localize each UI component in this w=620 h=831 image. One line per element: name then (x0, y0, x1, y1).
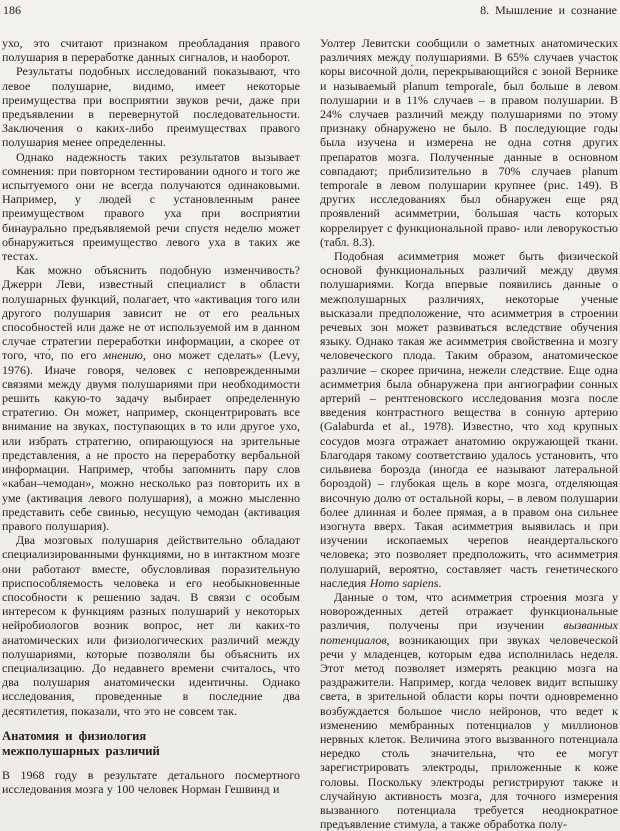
page-header (3, 3, 617, 17)
paragraph (2, 150, 300, 264)
text-segment: Данные о том, что асимметрия строения мозга у новорожденных детей отражает функциональные различия, получены при изучении (320, 589, 618, 633)
paragraph (2, 36, 300, 64)
text-segment: Подобная асимметрия может быть физической основой функциональных различий между двумя полушариями. Когда впервые появились данные о межполушарных различиях, некоторые ученые высказали предположение, что асимметрия в строении речевых зон может развиваться вследствие обучения языку. Однако такая же асимметрия свойственна и мозгу человеческого плода. Таким образом, анатомическое различие – скорее причина, нежели следствие. Еще одна асимметрия была обнаружена при ангиографии сонных артерий – рентгеновского исследования мозга после введения контрастного вещества в сонную артерию (Galaburda et al., 1978). Известно, что ход крупных сосудов мозга отражает анатомию окружающей ткани. Благодаря такому соответствию удалось установить, что сильвиева борозда (иногда ее называют латеральной бороздой) – глубокая щель в коре мозга, отделяющая височную долю от остальной коры, – в левом полушарии более длинная и более прямая, а в правом она сильнее изогнута вверх. Такая асимметрия выявилась и при изучении ископаемых черепов неандертальского человека; это позволяет предположить, что асимметрия полушарий, вероятно, составляет часть генетического наследия (320, 249, 618, 590)
text-segment: . (438, 575, 442, 590)
text-segment: межполушарных различий (2, 744, 160, 759)
paragraph (2, 263, 300, 533)
paragraph (2, 533, 300, 718)
text-segment: В 1968 году в результате детального посмертного исследования мозга у 100 человек Норман Гешвинд и (2, 767, 300, 796)
page-number: 186 (3, 3, 21, 17)
running-head: 8. Мышление и сознание (480, 3, 617, 17)
text-segment: Результаты подобных исследований показывают, что левое полушарие, видимо, имеет некоторые преимущества при восприятии звуков речи, даже при предъявлении в перевернутой последовательности. Заключения о каких-либо преимуществах правого полушария менее определенны. (2, 64, 300, 150)
paragraph (320, 36, 618, 249)
text-segment: Как можно объяснить подобную изменчивость? Джерри Леви, известный специалист в области полушарных функций, полагает, что «активация того или другого полушария зависит не от его реальных способностей или даже не от используемой им в данном случае стратегии переработки информации, а скорее от того, что́, по его (2, 263, 300, 363)
right-column (320, 36, 618, 831)
text-columns (2, 36, 618, 831)
text-segment: Два мозговых полушария действительно обладают специализированными функциями, но в интактном мозге они работают вместе, обусловливая поразительную приспособляемость человека и его необыкновенные способности к решению задач. В связи с особым интересом к функциям разных полушарий у некоторых нейробиологов возник вопрос, нет ли каких-то анатомических или физиологических различий между полушариями, которые позволяли бы объяснить их специализацию. До недавнего времени считалось, что два полушария анатомически идентичны. Однако исследования, проведенные в последние два десятилетия, показали, что это не совсем так. (2, 533, 300, 718)
text-segment: , оно может сделать» (Levy, 1976). Иначе говоря, человек с неповрежденными связями между двумя полушариями при необходимости решить какую-то задачу выбирает определенную стратегию. Он может, например, сконцентрировать все внимание на звуках, поступающих в то или другое ухо, или избрать стратегию, опирающуюся на зрительные представления, а не просто на переработку вербальной информации. Например, чтобы запомнить пару слов «кабан–чемодан», можно несколько раз повторить их в уме (активация левого полушария), а можно мысленно представить себе свинью, несущую чемодан (активация правого полушария). (2, 348, 300, 533)
paragraph (2, 64, 300, 149)
paragraph (320, 249, 618, 590)
italic-text: вызванных потенциалов (320, 618, 618, 647)
text-segment: Уолтер Левитски сообщили о заметных анатомических различиях между полушариями. В 65% случаев участок коры височной до́ли, перекрывающийся с зоной Вернике и называемый planum temporale, был больше в левом полушарии и в 11% случаев – в правом полушарии. В 24% случаев различий между полушариями по этому признаку обнаружено не было. В последующие годы была изучена и измерена не одна сотня других препаратов мозга. Полученные данные в основном совпадают; приблизительно в 70% случаев planum temporale в левом полушарии крупнее (рис. 149). В других исследованиях был обнаружен еще ряд проявлений асимметрии, большая часть которых коррелирует с функциональной право- или леворукостью (табл. 8.3). (320, 36, 618, 249)
italic-text: Homo sapiens (369, 575, 439, 590)
paragraph (320, 590, 618, 831)
section-heading (2, 729, 300, 760)
text-segment: Однако надежность таких результатов вызывает сомнения: при повторном тестировании одного и того же испытуемого они не всегда получаются одинаковыми. Например, у людей с установленным ранее преимуществом правого уха при восприятии бинаурально предъявляемой речи спустя неделю может обнаружиться преимущество левого уха в таких же тестах. (2, 149, 300, 264)
text-segment: , возникающих при звуках человеческой речи у младенцев, которым едва исполнилась неделя. Этот метод позволяет измерять реакцию мозга на раздражители. Например, когда человек видит вспышку света, в зрительной области коры почти одновременно возбуждается большое число нейронов, что ведет к изменению мембранных потенциалов у миллионов нервных клеток. Величина этого вызванного потенциала нередко столь значительна, что ее могут зарегистрировать электроды, приложенные к коже головы. Поскольку электроды регистрируют также и случайную активность мозга, для точного измерения вызванного потенциала требуется неоднократное предъявление стимула, а также обработка полу- (320, 632, 618, 831)
text-segment: ухо, это считают признаком преобладания правого полушария в переработке данных сигналов, и наоборот. (2, 36, 300, 65)
paragraph (2, 768, 300, 796)
italic-text: мнению (103, 348, 143, 363)
left-column (2, 36, 300, 831)
text-segment: Анатомия и физиология (2, 728, 147, 743)
